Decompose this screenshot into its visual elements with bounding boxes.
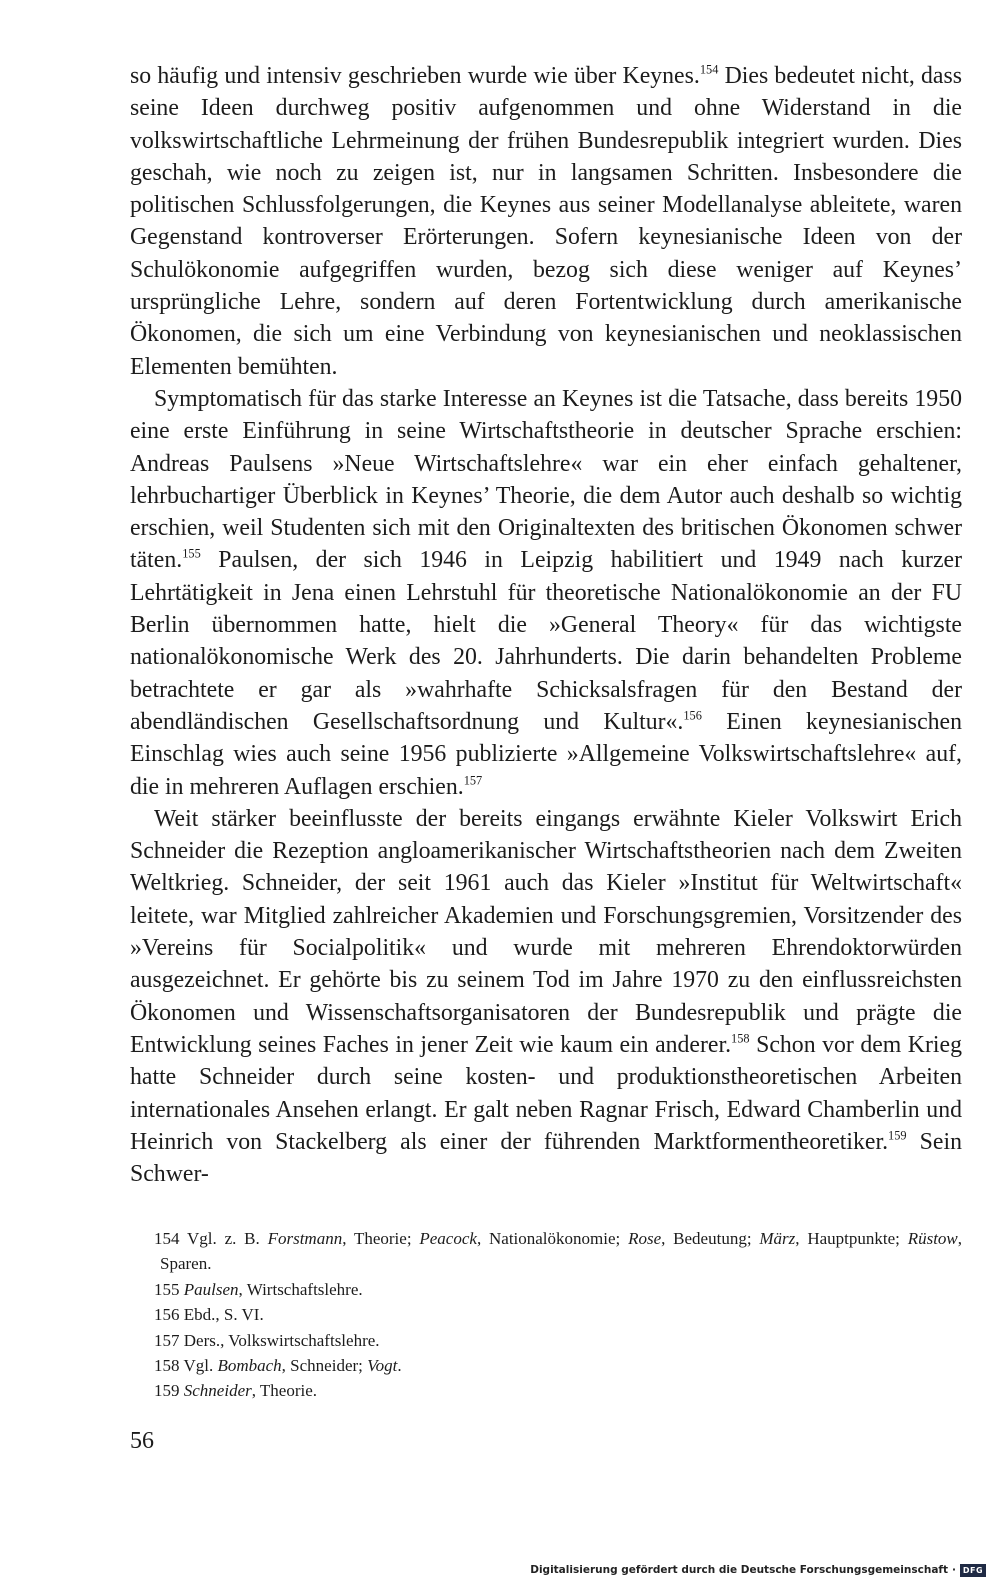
paragraph [130,383,962,803]
footnote [130,1277,962,1302]
text-run: so häufig und intensiv geschrieben wurde wie über Keynes. [130,63,700,89]
text-run: Dies bedeutet nicht, dass seine Ideen durchweg positiv aufgenommen und ohne Widerstand in die volkswirtschaftliche Lehrmeinung der frühen Bundesrepublik integriert wurden. Dies geschah, wie noch zu zeigen ist, nur in langsamen Schritten. Insbesondere die politischen Schlussfolgerungen, die Keynes aus seiner Modellanalyse ableitete, waren Gegenstand kontroverser Erörterungen. Sofern keynesianische Ideen von der Schulökonomie aufgegriffen wurden, bezog sich diese weniger auf Keynes’ ursprüngliche Lehre, sondern auf deren Fortentwicklung durch amerikanische Ökonomen, die sich um eine Verbindung von keynesianischen und neoklassischen Elementen bemühten. [130,63,962,380]
author-name: Schneider [183,1381,252,1401]
footnote-ref: 157 [463,773,483,788]
footnote [130,1353,962,1378]
text-run: , Theorie; [342,1229,420,1248]
text-run: 154 Vgl. z. B. [154,1229,268,1248]
author-name: Bombach [217,1356,282,1376]
paragraph [130,803,962,1191]
text-run: , Schneider; [281,1356,368,1376]
footnote [130,1328,962,1353]
footnote-ref: 155 [182,547,201,562]
text-run: Symptomatisch für das starke Interesse an Keynes ist die Tatsache, dass bereits 1950 eine erste Einführung in seine Wirtschaftstheorie in deutscher Sprache erschien: Andreas Paulsens »Neue Wirtschaftslehre« war ein eher einfach gehaltener, lehrbuchartiger Überblick in Keynes’ Theorie, die dem Autor auch deshalb so wichtig erschien, weil Studenten sich mit den Originaltexten des britischen Ökonomen schwer täten. [130,385,962,574]
author-name: Vogt [367,1356,398,1376]
text-run: 157 Ders., Volkswirtschaftslehre. [154,1330,380,1350]
text-run: , Nationalökonomie; [476,1229,629,1248]
text-run: , Sparen. [160,1229,962,1274]
author-name: Peacock [419,1229,477,1248]
text-run: , Hauptpunkte; [795,1229,908,1248]
text-run: 155 [154,1279,184,1299]
text-run: Weit stärker beeinflusste der bereits eingangs erwähnte Kieler Volkswirt Erich Schneider die Rezeption angloamerikanischer Wirtschaftstheorien nach dem Zweiten Weltkrieg. Schneider, der seit 1961 auch das Kieler »Institut für Weltwirtschaft« leitete, war Mitglied zahlreicher Akademien und Forschungsgremien, Vorsitzender des »Vereins für Socialpolitik« und wurde mit mehreren Ehrendoktorwürden ausgezeichnet. Er gehörte bis zu seinem Tod im Jahre 1970 zu den einflussreichsten Ökonomen und Wissenschaftsorganisatoren der Bundesrepublik und prägte die Entwicklung seines Faches in jener Zeit wie kaum ein anderer. [130,805,962,1058]
footnote [130,1378,962,1403]
footer-credit: Digitalisierung gefördert durch die Deutsche Forschungsgemeinschaft [530,1564,948,1576]
text-run: . [397,1356,402,1376]
author-name: März [759,1229,796,1248]
text-run: Einen keynesianischen Einschlag wies auch seine 1956 publizierte »Allgemeine Volkswirtschaftslehre« auf, die in mehreren Auflagen erschien. [130,708,962,800]
text-run: 156 Ebd., S. VI. [154,1305,264,1325]
footnote-ref: 154 [699,62,719,77]
digitization-footer: Digitalisierung gefördert durch die Deutsche Forschungsgemeinschaft · DFG [530,1560,986,1580]
footnote [130,1226,962,1277]
footnote-ref: 156 [683,708,702,723]
text-run: 159 [154,1381,184,1401]
page-number: 56 [130,1428,154,1454]
text-run: Paulsen, der sich 1946 in Leipzig habilitiert und 1949 nach kurzer Lehrtätigkeit in Jena einen Lehrstuhl für theoretische Nationalökonomie an der FU Berlin übernommen hatte, hielt die »General Theory« für das wichtigste nationalökonomische Werk des 20. Jahrhunderts. Die darin behandelten Probleme betrachtete er gar als »wahrhafte Schicksalsfragen für den Bestand der abendländischen Gesellschaftsordnung und Kultur«. [130,547,962,735]
footnote-ref: 158 [731,1031,750,1046]
text-run: , Bedeutung; [661,1229,760,1248]
text-run: , Theorie. [251,1381,318,1401]
text-run: Schon vor dem Krieg hatte Schneider durch seine kosten- und produktionstheoretischen Arbeiten internationales Ansehen erlangt. Er galt neben Ragnar Frisch, Edward Chamberlin und Heinrich von Stackelberg als einer der führenden Marktformentheoretiker. [130,1031,962,1155]
footnotes [130,1226,962,1404]
author-name: Rüstow [907,1229,958,1248]
author-name: Paulsen [183,1279,239,1299]
text-run: 158 Vgl. [154,1356,218,1376]
footnote [130,1302,962,1327]
paragraph [130,60,962,383]
footnote-ref: 159 [888,1128,907,1143]
body-text [130,60,962,1190]
author-name: Rose [628,1229,662,1248]
text-run: Sein Schwer- [130,1128,962,1188]
author-name: Forstmann [267,1229,343,1248]
dfg-logo-icon: DFG [960,1564,986,1577]
text-run: , Wirtschaftslehre. [238,1279,363,1299]
